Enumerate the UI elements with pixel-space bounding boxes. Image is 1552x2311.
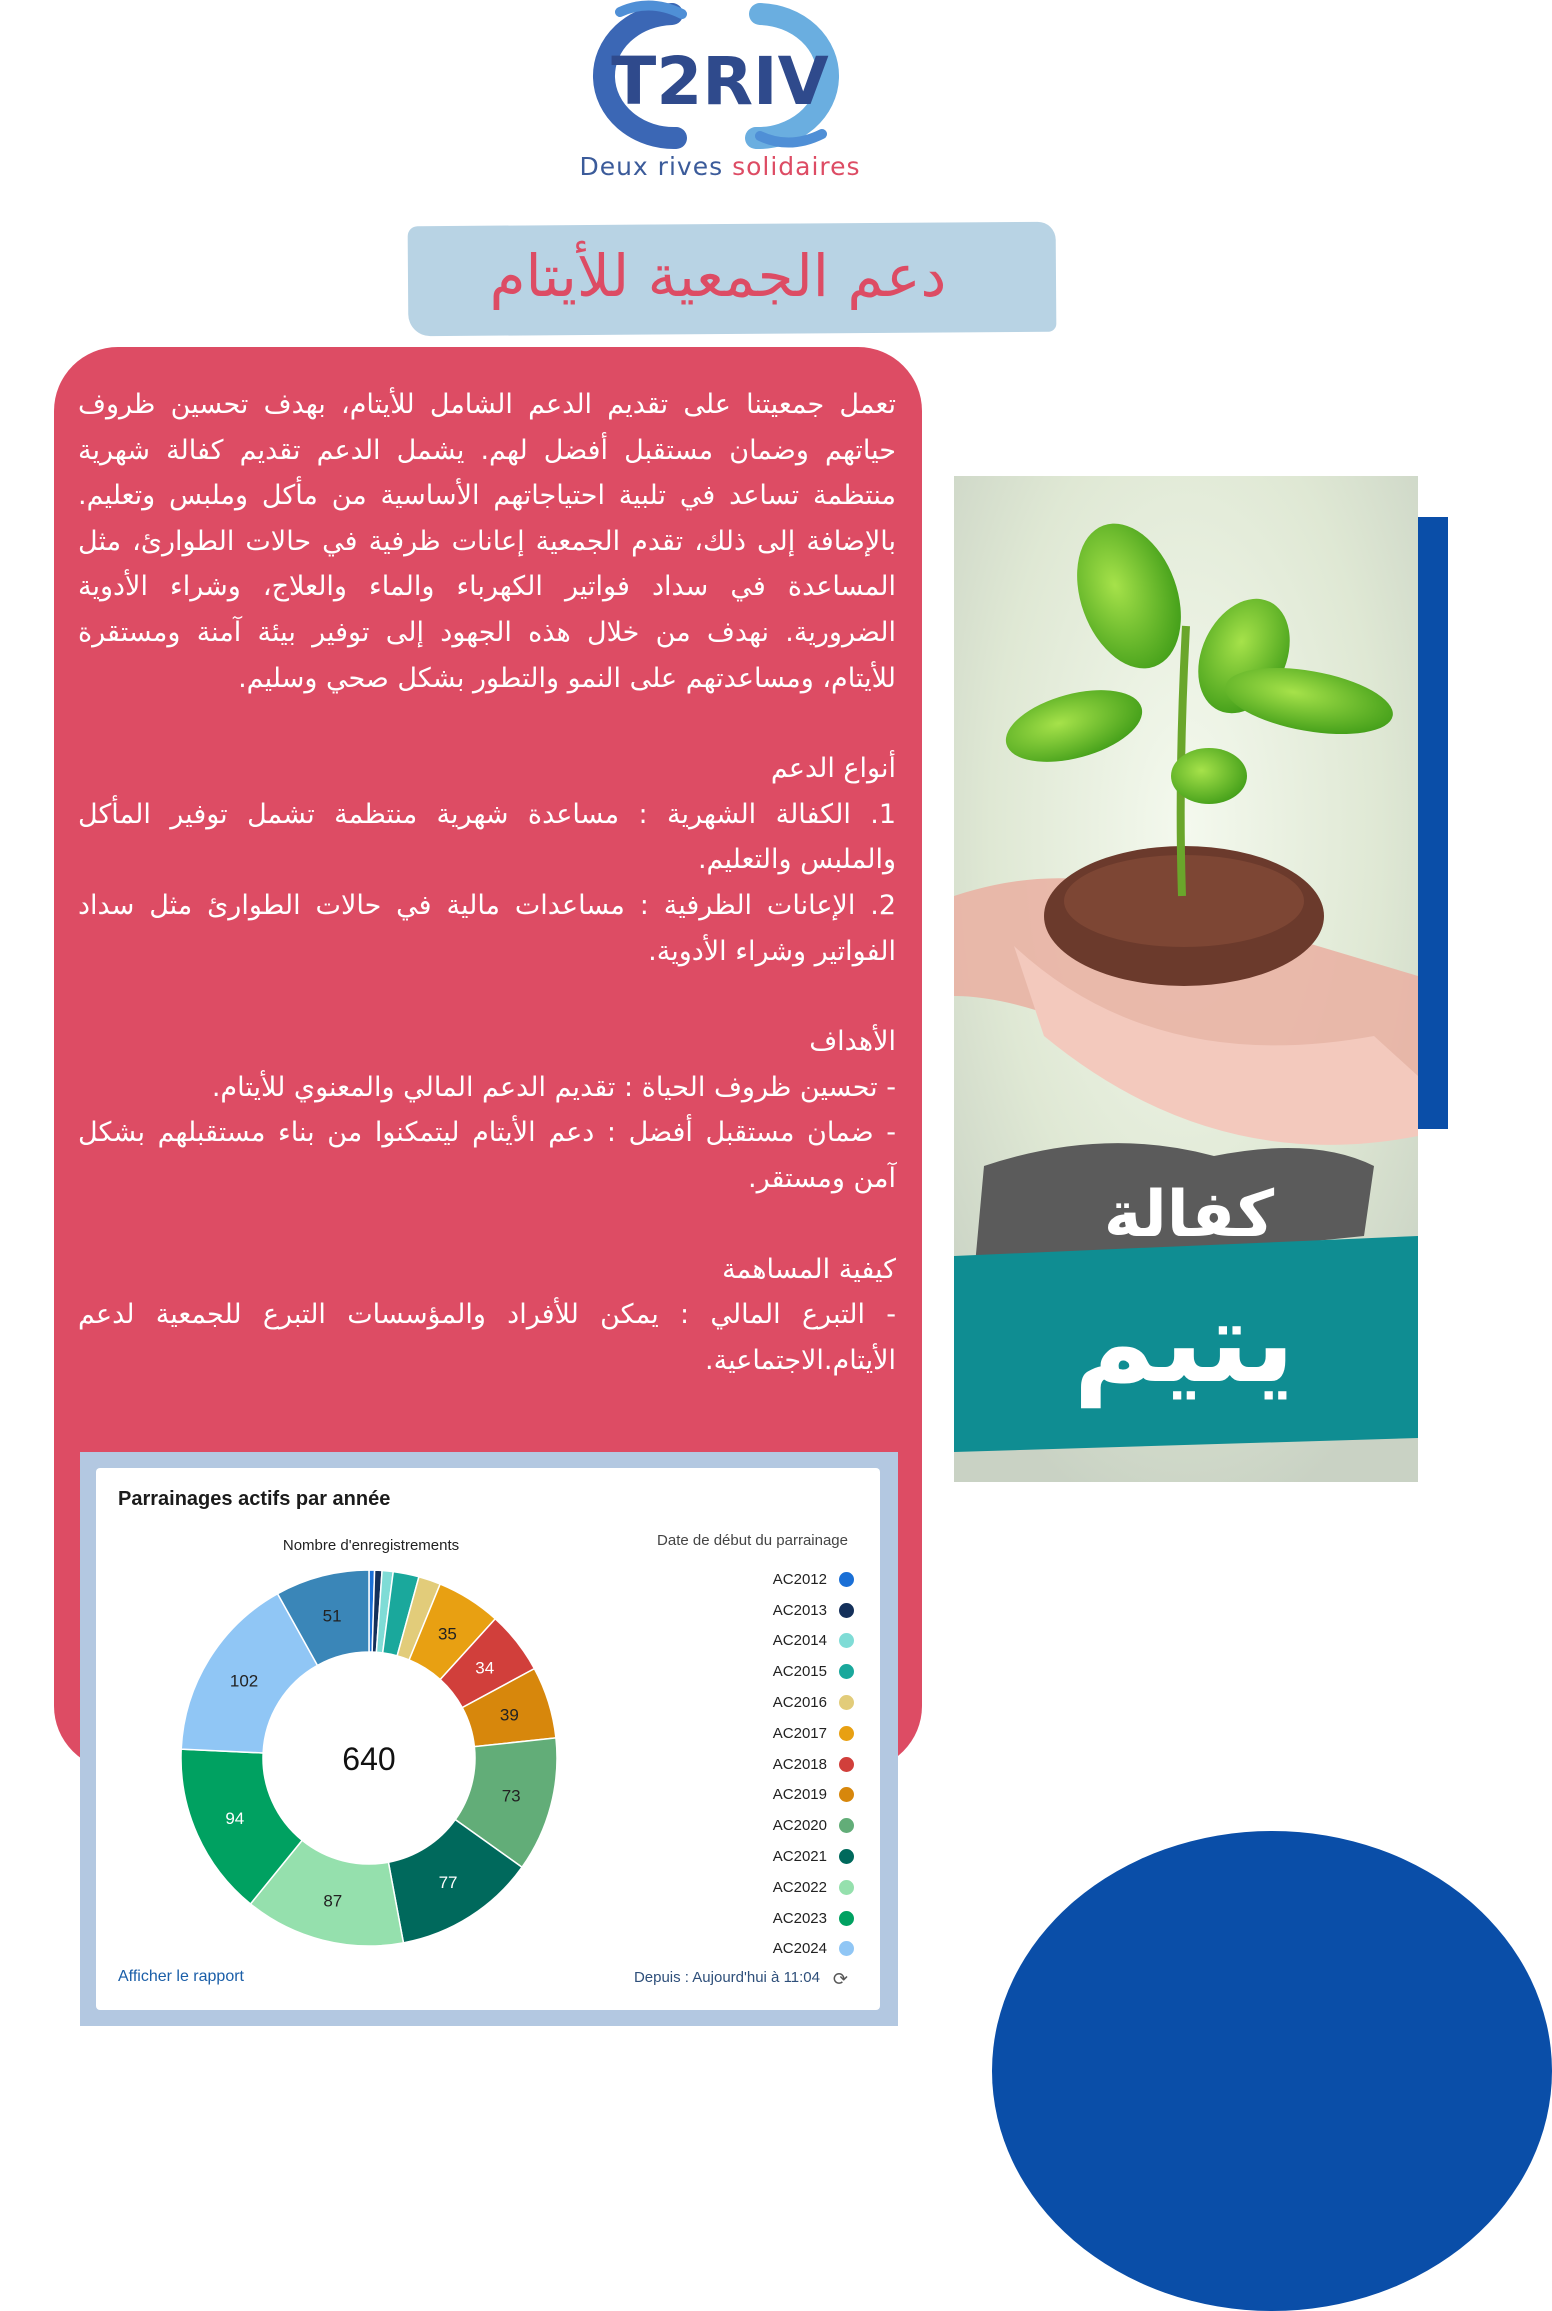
intro-paragraph: تعمل جمعيتنا على تقديم الدعم الشامل للأيتام، بهدف تحسين ظروف حياتهم وضمان مستقبل أفضل لهم. يشمل الدعم تقديم كفالة شهرية منتظمة تساعد في تلبية احتياجاتهم الأساسية من مأكل وملبس وتعليم. بالإضافة إلى ذلك، تقدم الجمعية إعانات ظرفية في حالات الطوارئ، مثل المساعدة في سداد فواتير الكهرباء والماء والعلاج، وشراء الأدوية الضرورية. نهدف من خلال هذه الجهود إلى توفير بيئة آمنة ومستقرة للأيتام، ومساعدتهم على النمو والتطور بشكل صحي وسليم.: [78, 389, 896, 694]
logo-tagline-main: Deux rives: [579, 152, 724, 181]
chart-total: 640: [342, 1741, 396, 1777]
goal-1: - تحسين ظروف الحياة : تقديم الدعم المالي والمعنوي للأيتام.: [211, 1071, 896, 1103]
chart-title: Parrainages actifs par année: [118, 1488, 391, 1510]
legend-swatch: [839, 1726, 854, 1741]
decorative-blue-circle: [992, 1831, 1552, 2311]
chart-subtitle: Nombre d'enregistrements: [282, 1537, 460, 1554]
legend-item[interactable]: [614, 1934, 854, 1965]
legend-swatch: [839, 1911, 854, 1926]
legend-swatch: [839, 1757, 854, 1772]
legend-label: AC2012: [772, 1570, 827, 1588]
legend-item[interactable]: [614, 1903, 854, 1934]
legend-label: AC2023: [772, 1909, 827, 1927]
legend-item[interactable]: [614, 1687, 854, 1718]
slice-value-label: 73: [501, 1786, 521, 1806]
legend-item[interactable]: [614, 1780, 854, 1811]
legend-swatch: [839, 1695, 854, 1710]
last-refresh-time: Depuis : Aujourd'hui à 11:04: [633, 1969, 820, 1986]
support-type-1: 1. الكفالة الشهرية : مساعدة شهرية منتظمة تشمل توفير المأكل والملبس والتعليم.: [78, 798, 896, 876]
slice-value-label: 34: [475, 1658, 495, 1678]
legend-item[interactable]: [614, 1841, 854, 1872]
legend-swatch: [839, 1849, 854, 1864]
logo-tagline-accent: solidaires: [732, 152, 861, 181]
chart-legend: [614, 1564, 854, 1958]
legend-item[interactable]: [614, 1656, 854, 1687]
page-title: دعم الجمعية للأيتام: [489, 242, 947, 310]
legend-label: AC2015: [772, 1663, 827, 1681]
legend-item[interactable]: [614, 1749, 854, 1780]
legend-label: AC2013: [772, 1601, 827, 1619]
photo-caption-top: كفالة: [1103, 1178, 1275, 1252]
legend-title: Date de début du parrainage: [657, 1532, 848, 1549]
slice-value-label: 35: [437, 1624, 457, 1644]
legend-label: AC2019: [772, 1786, 827, 1804]
spacer: [78, 974, 896, 1019]
legend-item[interactable]: [614, 1595, 854, 1626]
legend-swatch: [839, 1880, 854, 1895]
contribution-1: - التبرع المالي : يمكن للأفراد والمؤسسات التبرع للجمعية لدعم الأيتام.الاجتماعية.: [78, 1299, 896, 1376]
legend-swatch: [839, 1633, 854, 1648]
report-card: [96, 1468, 880, 2010]
logo-tagline: [520, 152, 920, 181]
legend-item[interactable]: [614, 1872, 854, 1903]
goals-heading: الأهداف: [809, 1026, 896, 1058]
legend-swatch: [839, 1664, 854, 1679]
legend-label: AC2021: [772, 1848, 827, 1866]
legend-label: AC2024: [772, 1940, 827, 1958]
legend-label: AC2014: [772, 1632, 827, 1650]
slice-value-label: 39: [499, 1705, 519, 1725]
slice-value-label: 94: [225, 1809, 245, 1829]
goal-2: - ضمان مستقبل أفضل : دعم الأيتام ليتمكنوا من بناء مستقبلهم بشكل آمن ومستقر.: [78, 1117, 896, 1194]
legend-swatch: [839, 1787, 854, 1802]
slice-value-label: 87: [323, 1891, 343, 1911]
slice-value-label: 102: [229, 1671, 259, 1691]
legend-label: AC2016: [772, 1694, 827, 1712]
decorative-blue-strip: [1418, 517, 1448, 1129]
legend-label: AC2017: [772, 1724, 827, 1742]
legend-label: AC2020: [772, 1817, 827, 1835]
view-report-link[interactable]: Afficher le rapport: [118, 1968, 244, 1985]
slice-value-label: 51: [322, 1606, 342, 1626]
slice-value-label: 77: [438, 1872, 458, 1892]
support-type-2: 2. الإعانات الظرفية : مساعدات مالية في حالات الطوارئ مثل سداد الفواتير وشراء الأدوية.: [78, 889, 896, 967]
photo-caption-bottom: يتيم: [1073, 1278, 1295, 1408]
legend-label: AC2022: [772, 1878, 827, 1896]
legend-item[interactable]: [614, 1810, 854, 1841]
logo-wordmark: T2RIV: [611, 43, 829, 120]
legend-swatch: [839, 1818, 854, 1833]
legend-swatch: [839, 1603, 854, 1618]
support-types-heading: أنواع الدعم: [770, 753, 896, 785]
spacer: [78, 701, 896, 746]
legend-item[interactable]: [614, 1626, 854, 1657]
legend-item[interactable]: [614, 1718, 854, 1749]
legend-swatch: [839, 1572, 854, 1587]
legend-label: AC2018: [772, 1755, 827, 1773]
body-text: [78, 382, 896, 1432]
refresh-icon[interactable]: ⟳: [832, 1969, 848, 1989]
sponsorship-photo: [954, 476, 1418, 1482]
spacer: [78, 1202, 896, 1247]
legend-item[interactable]: [614, 1564, 854, 1595]
legend-swatch: [839, 1941, 854, 1956]
contribution-heading: كيفية المساهمة: [722, 1253, 896, 1285]
